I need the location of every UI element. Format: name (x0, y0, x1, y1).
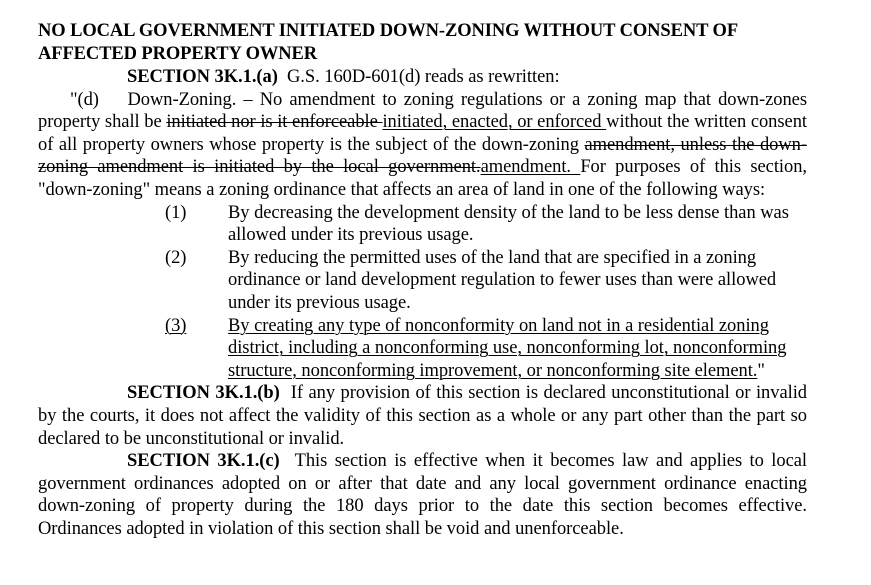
list-item-number: (1) (165, 202, 187, 223)
section-3k1a-intro: G.S. 160D-601(d) reads as rewritten: (286, 67, 560, 87)
list-item-closing-quote: " (757, 360, 765, 381)
section-3k1a-paragraph (38, 66, 807, 89)
page-title: NO LOCAL GOVERNMENT INITIATED DOWN-ZONING WITHOUT CONSENT OF AFFECTED PROPERTY OWNER (38, 21, 738, 64)
quoted-subsection-d-paragraph (38, 89, 807, 202)
section-3k1b-paragraph (38, 382, 807, 450)
subsection-d-continued-text-1: without the written consent of all property owners whose property is the subject of the down-zoning (38, 112, 807, 155)
list-item-text: By creating any type of nonconformity on land not in a residential zoning district, including a nonconforming use, nonconforming lot, nonconforming structure, nonconforming improvement, or nonconforming site element. (228, 315, 787, 381)
section-3k1c-body: This section is effective when it becomes law and applies to local government ordinances adopted on or after that date and any local government ordinance enacting down-zoning of property during the 180 days prior to the date this section becomes effective. Ordinances adopted in violation of this section shall be void and unenforceable. (38, 451, 807, 539)
subsection-d-spacer (113, 90, 127, 110)
down-zoning-criteria-list (38, 202, 807, 383)
list-item (38, 315, 807, 383)
section-3k1b-label: SECTION 3K.1.(b) (127, 383, 280, 404)
section-3k1c-paragraph (38, 450, 807, 540)
inserted-text-amendment: amendment. (480, 157, 581, 178)
section-3k1c-label: SECTION 3K.1.(c) (127, 451, 280, 472)
section-3k1a-label: SECTION 3K.1.(a) (127, 67, 278, 87)
deleted-text-initiated-nor-enforceable: initiated nor is it enforceable (166, 112, 383, 133)
subsection-d-lead-text: Down-Zoning. – No amendment to zoning regulations or a zoning map that down-zones property shall be (38, 89, 807, 133)
inserted-text-initiated-enacted-enforced: initiated, enacted, or enforced (382, 112, 607, 133)
list-item-number: (3) (165, 315, 187, 336)
list-item (38, 247, 807, 315)
list-item (38, 202, 807, 247)
list-item-text: By decreasing the development density of the land to be less dense than was allowed under its previous usage. (228, 202, 789, 246)
deleted-text-unless-initiated-by-local-government: amendment, unless the down-zoning amendment is initiated by the local government. (38, 134, 807, 178)
section-3k1b-body: If any provision of this section is declared unconstitutional or invalid by the courts, it does not affect the validity of this section as a whole or any part other than the part so declared to be unconstitutional or invalid. (38, 383, 808, 449)
list-item-number: (2) (165, 247, 187, 268)
subsection-d-marker: "(d) (70, 89, 99, 110)
subsection-d-continued-text-2: For purposes of this section, "down-zoning" means a zoning ordinance that affects an area of land in one of the following ways: (38, 157, 807, 200)
list-item-text: By reducing the permitted uses of the land that are specified in a zoning ordinance or land development regulation to fewer uses than were allowed under its previous usage. (228, 247, 777, 313)
